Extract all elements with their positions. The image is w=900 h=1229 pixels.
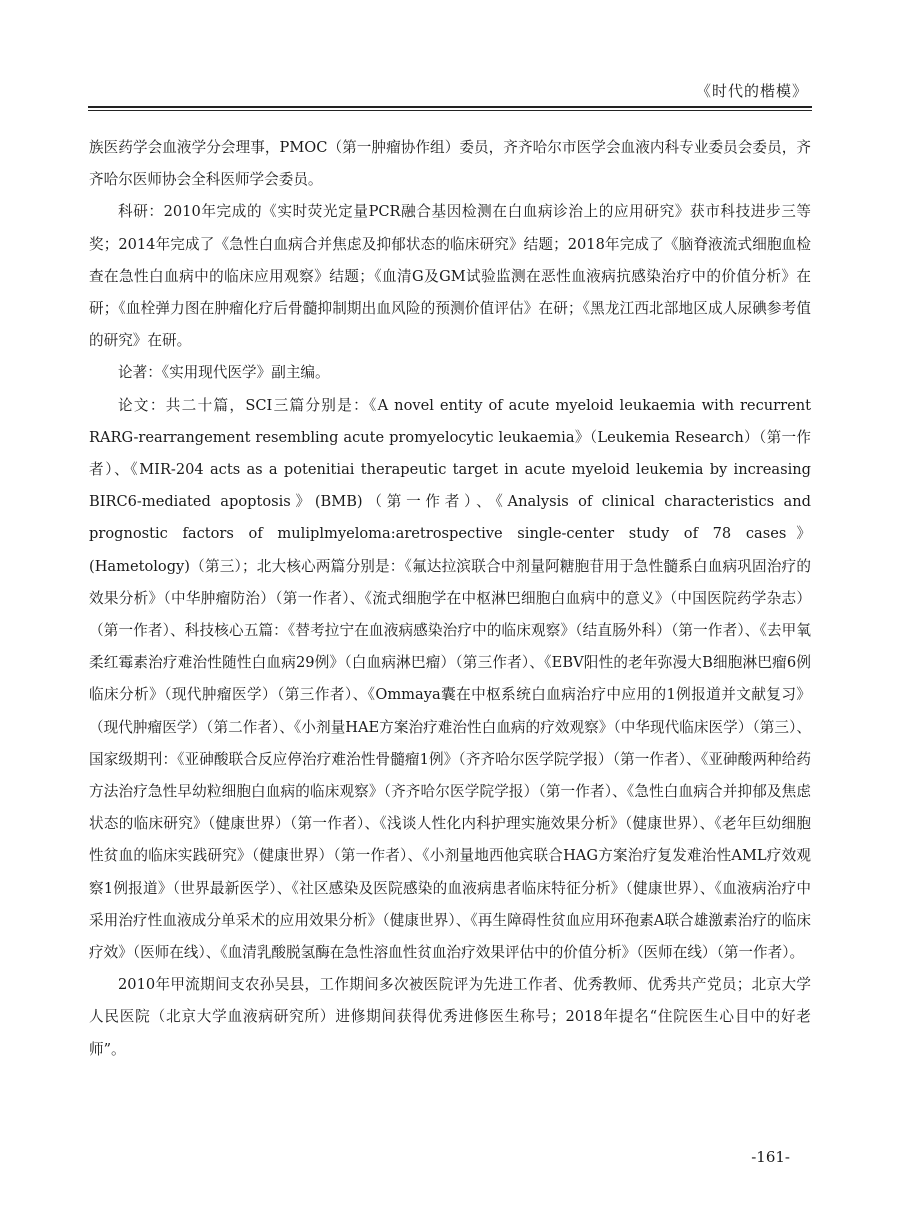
paragraph-research: 科研：2010年完成的《实时荧光定量PCR融合基因检测在白血病诊治上的应用研究》获市科技进步三等奖；2014年完成了《急性白血病合并焦虑及抑郁状态的临床研究》结题；2018年完成了《脑脊液流式细胞血检查在急性白血病中的临床应用观察》结题；《血清G及GM试验监测在恶性血液病抗感染治疗中的价值分析》在研；《血栓弹力图在肿瘤化疗后骨髓抑制期出血风险的预测价值评估》在研；《黑龙江西北部地区成人尿碘参考值的研究》在研。 (89, 203, 811, 350)
paragraph-papers: 论文：共二十篇，SCI三篇分别是：《A novel entity of acute myeloid leukaemia with recurrent RARG-rearrangement resembling acute promyelocytic leukaemia》（Leukemia Research）（第一作者）、《MIR-204 acts as a potenitiai therapeutic target in acute myeloid leukemia by increasing BIRC6-mediated apoptosis》(BMB)（第一作者）、《Analysis of clinical characteristics and prognostic factors of muliplmyeloma:aretrospective single-center study of 78 cases》(Hametology)（第三）；北大核心两篇分别是：《氟达拉滨联合中剂量阿糖胞苷用于急性髓系白血病巩固治疗的效果分析》（中华肿瘤防治）（第一作者）、《流式细胞学在中枢淋巴细胞白血病中的意义》（中国医院药学杂志）（第一作者）、科技核心五篇：《替考拉宁在血液病感染治疗中的临床观察》（结直肠外科）（第一作者）、《去甲氧柔红霉素治疗难治性随性白血病29例》（白血病淋巴瘤）（第三作者）、《EBV阳性的老年弥漫大B细胞淋巴瘤6例临床分析》（现代肿瘤医学）（第三作者）、《Ommaya囊在中枢系统白血病治疗中应用的1例报道并文献复习》（现代肿瘤医学）（第二作者）、《小剂量HAE方案治疗难治性白血病的疗效观察》（中华现代临床医学）（第三）、国家级期刊：《亚砷酸联合反应停治疗难治性骨髓瘤1例》（齐齐哈尔医学院学报）（第一作者）、《亚砷酸两种给药方法治疗急性早幼粒细胞白血病的临床观察》（齐齐哈尔医学院学报）（第一作者）、《急性白血病合并抑郁及焦虑状态的临床研究》（健康世界）（第一作者）、《浅谈人性化内科护理实施效果分析》（健康世界）、《老年巨幼细胞性贫血的临床实践研究》（健康世界）（第一作者）、《小剂量地西他宾联合HAG方案治疗复发难治性AML疗效观察1例报道》（世界最新医学）、《社区感染及医院感染的血液病患者临床特征分析》（健康世界）、《血液病治疗中采用治疗性血液成分单采术的应用效果分析》（健康世界）、《再生障碍性贫血应用环孢素A联合雄激素治疗的临床疗效》（医师在线）、《血清乳酸脱氢酶在急性溶血性贫血治疗效果评估中的价值分析》（医师在线）（第一作者）。 (89, 396, 811, 962)
paragraph-honors: 2010年甲流期间支农孙吴县，工作期间多次被医院评为先进工作者、优秀教师、优秀共产党员；北京大学人民医院（北京大学血液病研究所）进修期间获得优秀进修医生称号；2018年提名“住院医生心目中的好老师”。 (89, 976, 811, 1058)
header-rule-thin (88, 110, 812, 111)
page-number: -161- (751, 1148, 790, 1166)
paragraph-affiliations: 族医药学会血液学分会理事，PMOC（第一肿瘤协作组）委员，齐齐哈尔市医学会血液内科专业委员会委员，齐齐哈尔医师协会全科医师学会委员。 (89, 139, 811, 189)
running-header-title: 《时代的楷模》 (695, 82, 808, 100)
body-text (89, 132, 811, 1066)
header-rule (88, 106, 812, 108)
paragraph-works: 论著：《实用现代医学》副主编。 (118, 364, 330, 382)
